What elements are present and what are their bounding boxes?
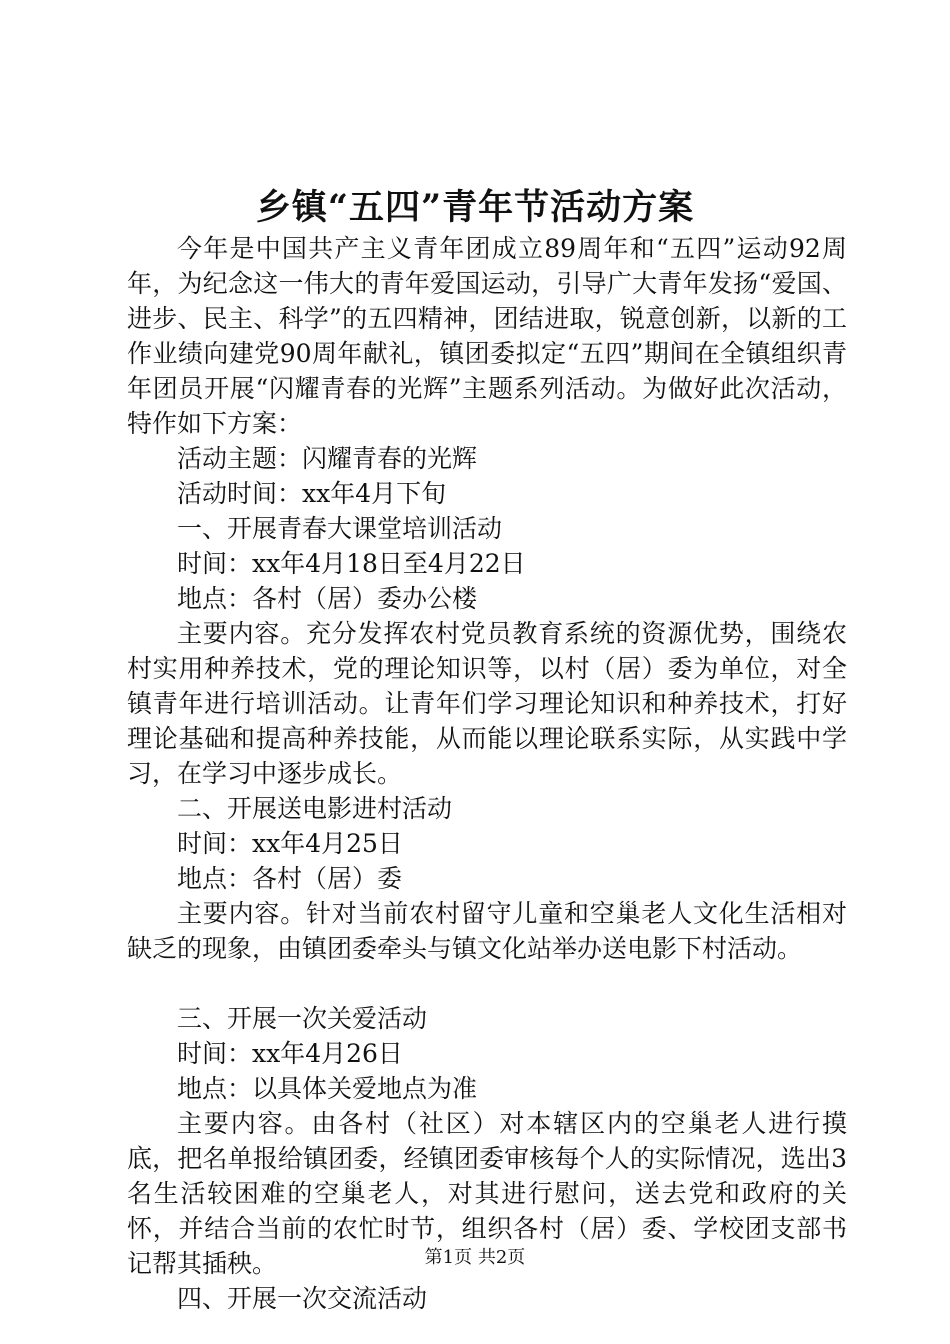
section-1-content: 主要内容。充分发挥农村党员教育系统的资源优势，围绕农村实用种养技术，党的理论知识等，以村（居）委为单位，对全镇青年进行培训活动。让青年们学习理论知识和种养技术，打好理论基础和提高种养技能，从而能以理论联系实际，从实践中学习，在学习中逐步成长。 (127, 619, 847, 788)
document-title: 乡镇“五四”青年节活动方案 (255, 187, 695, 228)
section-2-time: 时间：xx年4月25日 (177, 829, 403, 858)
section-1-location: 地点：各村（居）委办公楼 (177, 584, 478, 613)
section-2-content: 主要内容。针对当前农村留守儿童和空巢老人文化生活相对缺乏的现象，由镇团委牵头与镇文化站举办送电影下村活动。 (127, 899, 847, 963)
intro-paragraph: 今年是中国共产主义青年团成立89周年和“五四”运动92周年，为纪念这一伟大的青年爱国运动，引导广大青年发扬“爱国、进步、民主、科学”的五四精神，团结进取，锐意创新，以新的工作业绩向建党90周年献礼，镇团委拟定“五四”期间在全镇组织青年团员开展“闪耀青春的光辉”主题系列活动。为做好此次活动，特作如下方案： (127, 234, 847, 438)
activity-time: 活动时间：xx年4月下旬 (177, 479, 447, 508)
section-heading-3: 三、开展一次关爱活动 (177, 1004, 428, 1033)
section-1-time: 时间：xx年4月18日至4月22日 (177, 549, 526, 578)
page-number-footer: 第1页 共2页 (424, 1247, 526, 1268)
section-heading-1: 一、开展青春大课堂培训活动 (177, 514, 503, 543)
section-3-time: 时间：xx年4月26日 (177, 1039, 403, 1068)
section-heading-4: 四、开展一次交流活动 (177, 1284, 428, 1313)
activity-theme: 活动主题：闪耀青春的光辉 (177, 444, 478, 473)
section-heading-2: 二、开展送电影进村活动 (177, 794, 453, 823)
section-3-content: 主要内容。由各村（社区）对本辖区内的空巢老人进行摸底，把名单报给镇团委，经镇团委审核每个人的实际情况，选出3名生活较困难的空巢老人，对其进行慰问，送去党和政府的关怀，并结合当前的农忙时节，组织各村（居）委、学校团支部书记帮其插秧。 (127, 1109, 847, 1278)
section-3-location: 地点：以具体关爱地点为准 (177, 1074, 478, 1103)
document-body (127, 231, 847, 1316)
section-2-location: 地点：各村（居）委 (177, 864, 403, 893)
